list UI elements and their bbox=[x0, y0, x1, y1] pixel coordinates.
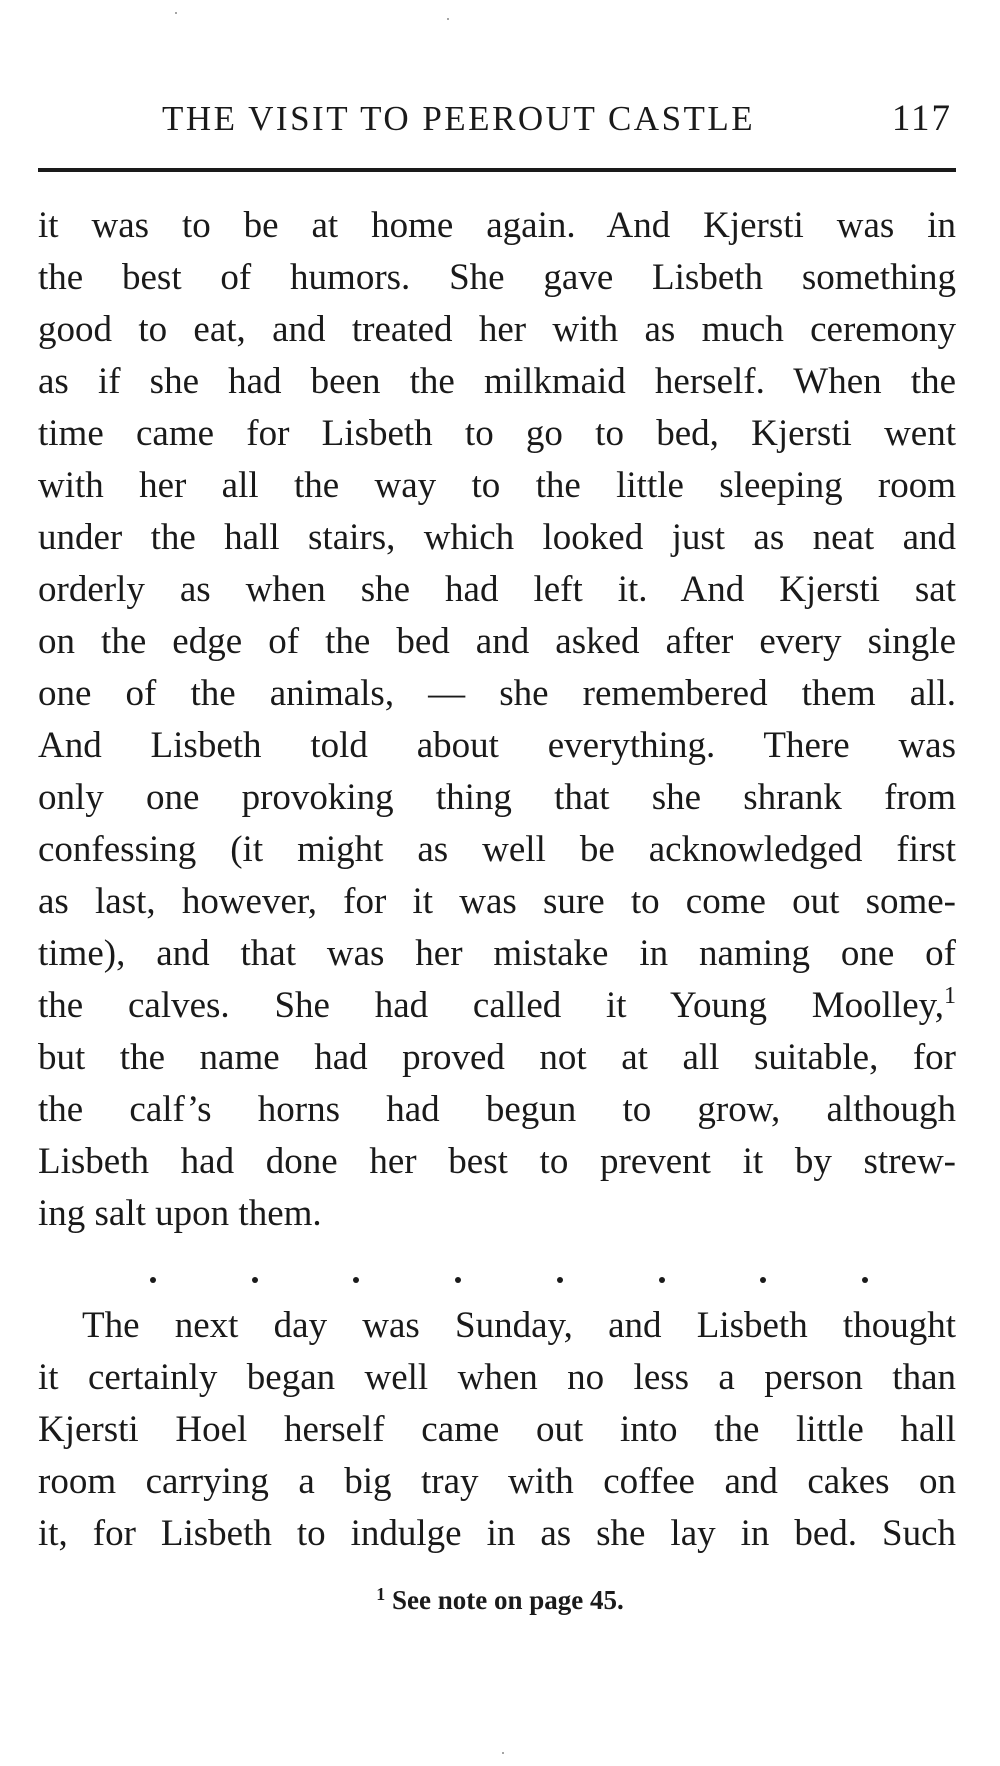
text-line: under the hall stairs, which looked just as neat and bbox=[38, 517, 956, 558]
scan-speck bbox=[175, 12, 177, 14]
break-dot bbox=[760, 1277, 766, 1283]
break-dot bbox=[353, 1277, 359, 1283]
text-line: it certainly began well when no less a person than bbox=[38, 1357, 956, 1398]
footnote bbox=[0, 1580, 1000, 1620]
text-line: on the edge of the bed and asked after every single bbox=[38, 621, 956, 662]
text-line: but the name had proved not at all suitable, for bbox=[38, 1037, 956, 1078]
text-line: as last, however, for it was sure to come out some- bbox=[38, 881, 956, 922]
text-line: orderly as when she had left it. And Kjersti sat bbox=[38, 569, 956, 610]
footnote-marker: 1 bbox=[944, 983, 956, 1009]
break-dot bbox=[455, 1277, 461, 1283]
section-break-dots bbox=[150, 1268, 868, 1292]
running-head bbox=[38, 94, 956, 144]
text-line: The next day was Sunday, and Lisbeth thought bbox=[82, 1305, 956, 1346]
text-line: good to eat, and treated her with as much ceremony bbox=[38, 309, 956, 350]
scan-speck bbox=[502, 1752, 504, 1754]
text-line: with her all the way to the little sleeping room bbox=[38, 465, 956, 506]
footnote-number: 1 bbox=[376, 1584, 386, 1604]
text-line: ing salt upon them. bbox=[38, 1193, 322, 1234]
break-dot bbox=[252, 1277, 258, 1283]
break-dot bbox=[862, 1277, 868, 1283]
text-line-with-footnote bbox=[38, 980, 956, 1032]
paragraph-2 bbox=[38, 1300, 956, 1560]
footnote-text: See note on page 45. bbox=[392, 1585, 624, 1615]
text-line: confessing (it might as well be acknowledged first bbox=[38, 829, 956, 870]
text-line: Kjersti Hoel herself came out into the little hall bbox=[38, 1409, 956, 1450]
break-dot bbox=[557, 1277, 563, 1283]
text-line: room carrying a big tray with coffee and cakes on bbox=[38, 1461, 956, 1502]
page-number: 117 bbox=[891, 98, 952, 139]
text-line: the calf’s horns had begun to grow, although bbox=[38, 1089, 956, 1130]
text-line: it was to be at home again. And Kjersti was in bbox=[38, 205, 956, 246]
text-line: one of the animals, — she remembered them all. bbox=[38, 673, 956, 714]
running-head-title: THE VISIT TO PEEROUT CASTLE bbox=[162, 99, 756, 138]
break-dot bbox=[659, 1277, 665, 1283]
text-line: the calves. She had called it Young Moolley, bbox=[38, 985, 944, 1026]
text-line: time came for Lisbeth to go to bed, Kjersti went bbox=[38, 413, 956, 454]
scan-speck bbox=[447, 18, 449, 20]
text-line: only one provoking thing that she shrank from bbox=[38, 777, 956, 818]
text-line: the best of humors. She gave Lisbeth something bbox=[38, 257, 956, 298]
paragraph-1 bbox=[38, 200, 956, 1240]
text-line: it, for Lisbeth to indulge in as she lay in bed. Such bbox=[38, 1513, 956, 1554]
text-line: And Lisbeth told about everything. There was bbox=[38, 725, 956, 766]
break-dot bbox=[150, 1277, 156, 1283]
header-rule bbox=[38, 168, 956, 172]
text-line: Lisbeth had done her best to prevent it by strew- bbox=[38, 1141, 956, 1182]
text-line: as if she had been the milkmaid herself. When the bbox=[38, 361, 956, 402]
text-line: time), and that was her mistake in naming one of bbox=[38, 933, 956, 974]
